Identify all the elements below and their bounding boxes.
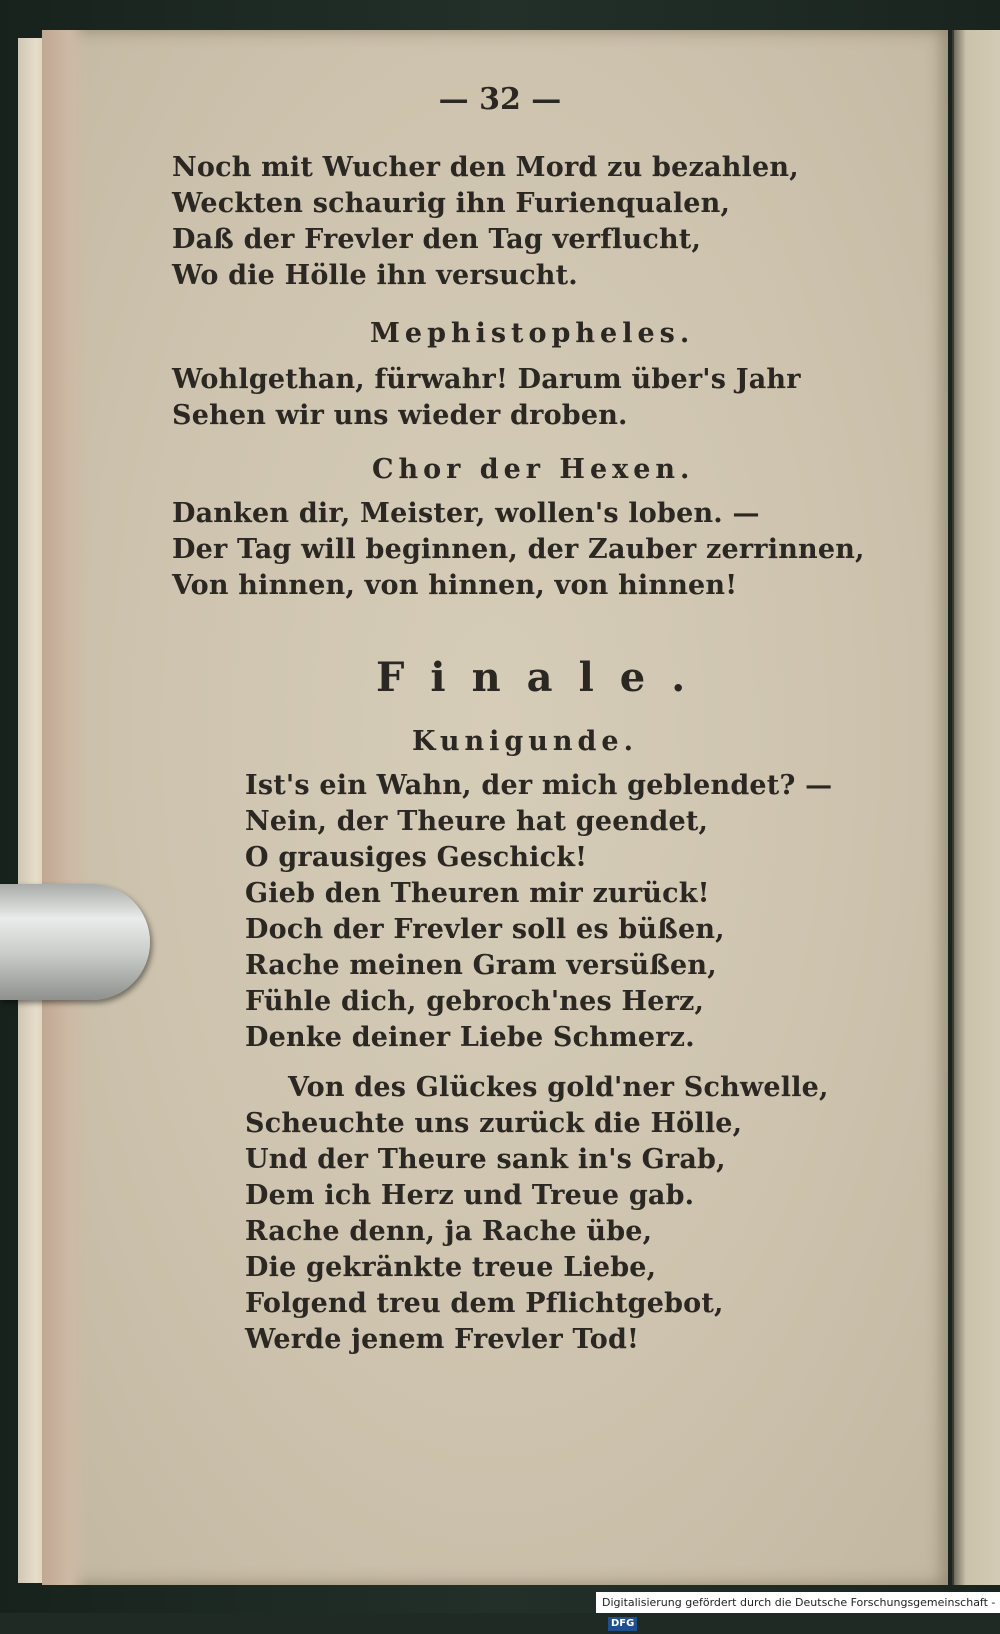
- speaker-chorus: Chor der Hexen.: [372, 454, 695, 485]
- verse-line: Und der Theure sank in's Grab,: [245, 1144, 726, 1175]
- section-title-finale: Finale.: [376, 654, 712, 701]
- page-number: — 32 —: [438, 82, 562, 117]
- page-gutter: [42, 30, 88, 1585]
- footer-credit: [596, 1592, 1000, 1629]
- verse-line: Dem ich Herz und Treue gab.: [245, 1180, 695, 1211]
- verse-line: Nein, der Theure hat geendet,: [245, 806, 709, 837]
- verse-line: Der Tag will beginnen, der Zauber zerrinnen,: [172, 534, 865, 565]
- verse-line: Werde jenem Frevler Tod!: [245, 1324, 640, 1355]
- verse-line: Rache denn, ja Rache übe,: [245, 1216, 653, 1247]
- verse-line: Gieb den Theuren mir zurück!: [245, 878, 710, 909]
- verse-line: Danken dir, Meister, wollen's loben. —: [172, 498, 760, 529]
- footer-text: Digitalisierung gefördert durch die Deutsche Forschungsgemeinschaft -: [602, 1596, 996, 1609]
- verse-line: Denke deiner Liebe Schmerz.: [245, 1022, 695, 1053]
- verse-line: O grausiges Geschick!: [245, 842, 588, 873]
- verse-line: Fühle dich, gebroch'nes Herz,: [245, 986, 705, 1017]
- facing-page-edge: [952, 30, 1000, 1585]
- verse-line: Wo die Hölle ihn versucht.: [172, 260, 578, 291]
- verse-line: Von hinnen, von hinnen, von hinnen!: [172, 570, 738, 601]
- verse-line: Doch der Frevler soll es büßen,: [245, 914, 725, 945]
- verse-line: Die gekränkte treue Liebe,: [245, 1252, 657, 1283]
- verse-line: Von des Glückes gold'ner Schwelle,: [288, 1072, 829, 1103]
- verse-line: Weckten schaurig ihn Furienqualen,: [172, 188, 731, 219]
- verse-line: Noch mit Wucher den Mord zu bezahlen,: [172, 152, 799, 183]
- verse-line: Scheuchte uns zurück die Hölle,: [245, 1108, 743, 1139]
- dfg-logo-icon: DFG: [608, 1617, 637, 1631]
- verse-line: Ist's ein Wahn, der mich geblendet? —: [245, 770, 833, 801]
- page-clip: [0, 884, 150, 1000]
- verse-line: Daß der Frevler den Tag verflucht,: [172, 224, 702, 255]
- speaker-kunigunde: Kunigunde.: [412, 726, 638, 757]
- verse-line: Rache meinen Gram versüßen,: [245, 950, 717, 981]
- verse-line: Wohlgethan, fürwahr! Darum über's Jahr: [172, 364, 801, 395]
- speaker-mephistopheles: Mephistopheles.: [370, 318, 695, 349]
- verse-line: Sehen wir uns wieder droben.: [172, 400, 628, 431]
- verse-line: Folgend treu dem Pflichtgebot,: [245, 1288, 724, 1319]
